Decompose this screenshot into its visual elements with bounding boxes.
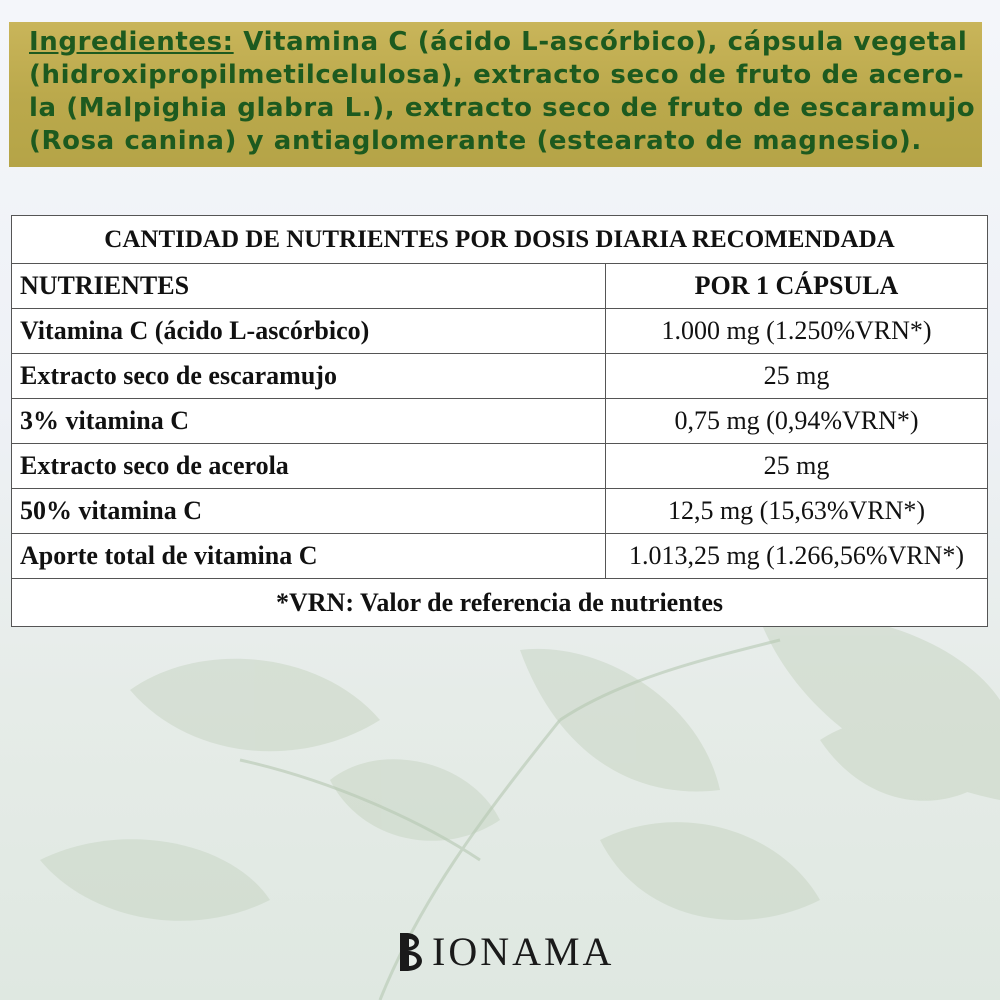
header-por-capsula: POR 1 CÁPSULA bbox=[606, 264, 988, 309]
brand-name: IONAMA bbox=[432, 929, 615, 974]
table-row bbox=[12, 489, 988, 534]
ingredients-text-1: Vitamina C (ácido L-ascórbico), cápsula vegetal bbox=[233, 27, 968, 57]
brand-logo bbox=[396, 927, 614, 977]
nutrient-amount: 1.000 mg (1.250%VRN*) bbox=[606, 309, 988, 354]
nutrient-name: Extracto seco de escaramujo bbox=[12, 354, 606, 399]
nutrition-table bbox=[11, 215, 988, 627]
table-row bbox=[12, 534, 988, 579]
ingredients-line-1 bbox=[29, 26, 972, 59]
ingredients-line-2: (hidroxipropilmetilcelulosa), extracto seco de fruto de acero- bbox=[29, 60, 965, 90]
nutrient-name: Extracto seco de acerola bbox=[12, 444, 606, 489]
ingredients-label: Ingredientes: bbox=[29, 27, 234, 57]
table-title-row bbox=[12, 216, 988, 264]
nutrient-name: 3% vitamina C bbox=[12, 399, 606, 444]
table-row bbox=[12, 354, 988, 399]
table-footnote-row bbox=[12, 579, 988, 627]
table-header-row bbox=[12, 264, 988, 309]
nutrient-amount: 12,5 mg (15,63%VRN*) bbox=[606, 489, 988, 534]
table-row bbox=[12, 399, 988, 444]
table-title: CANTIDAD DE NUTRIENTES POR DOSIS DIARIA RECOMENDADA bbox=[12, 216, 988, 264]
nutrient-name: 50% vitamina C bbox=[12, 489, 606, 534]
table-row bbox=[12, 309, 988, 354]
ingredients-line-4: (Rosa canina) y antiaglomerante (estearato de magnesio). bbox=[29, 126, 922, 156]
ingredients-panel bbox=[9, 22, 982, 167]
nutrient-amount: 25 mg bbox=[606, 444, 988, 489]
leaf-b-icon bbox=[396, 929, 430, 975]
table-footnote: *VRN: Valor de referencia de nutrientes bbox=[12, 579, 988, 627]
nutrient-amount: 1.013,25 mg (1.266,56%VRN*) bbox=[606, 534, 988, 579]
nutrient-name: Vitamina C (ácido L-ascórbico) bbox=[12, 309, 606, 354]
nutrient-amount: 25 mg bbox=[606, 354, 988, 399]
nutrient-amount: 0,75 mg (0,94%VRN*) bbox=[606, 399, 988, 444]
table-row bbox=[12, 444, 988, 489]
nutrient-name: Aporte total de vitamina C bbox=[12, 534, 606, 579]
ingredients-line-3: la (Malpighia glabra L.), extracto seco de fruto de escaramujo bbox=[29, 93, 976, 123]
header-nutrientes: NUTRIENTES bbox=[12, 264, 606, 309]
